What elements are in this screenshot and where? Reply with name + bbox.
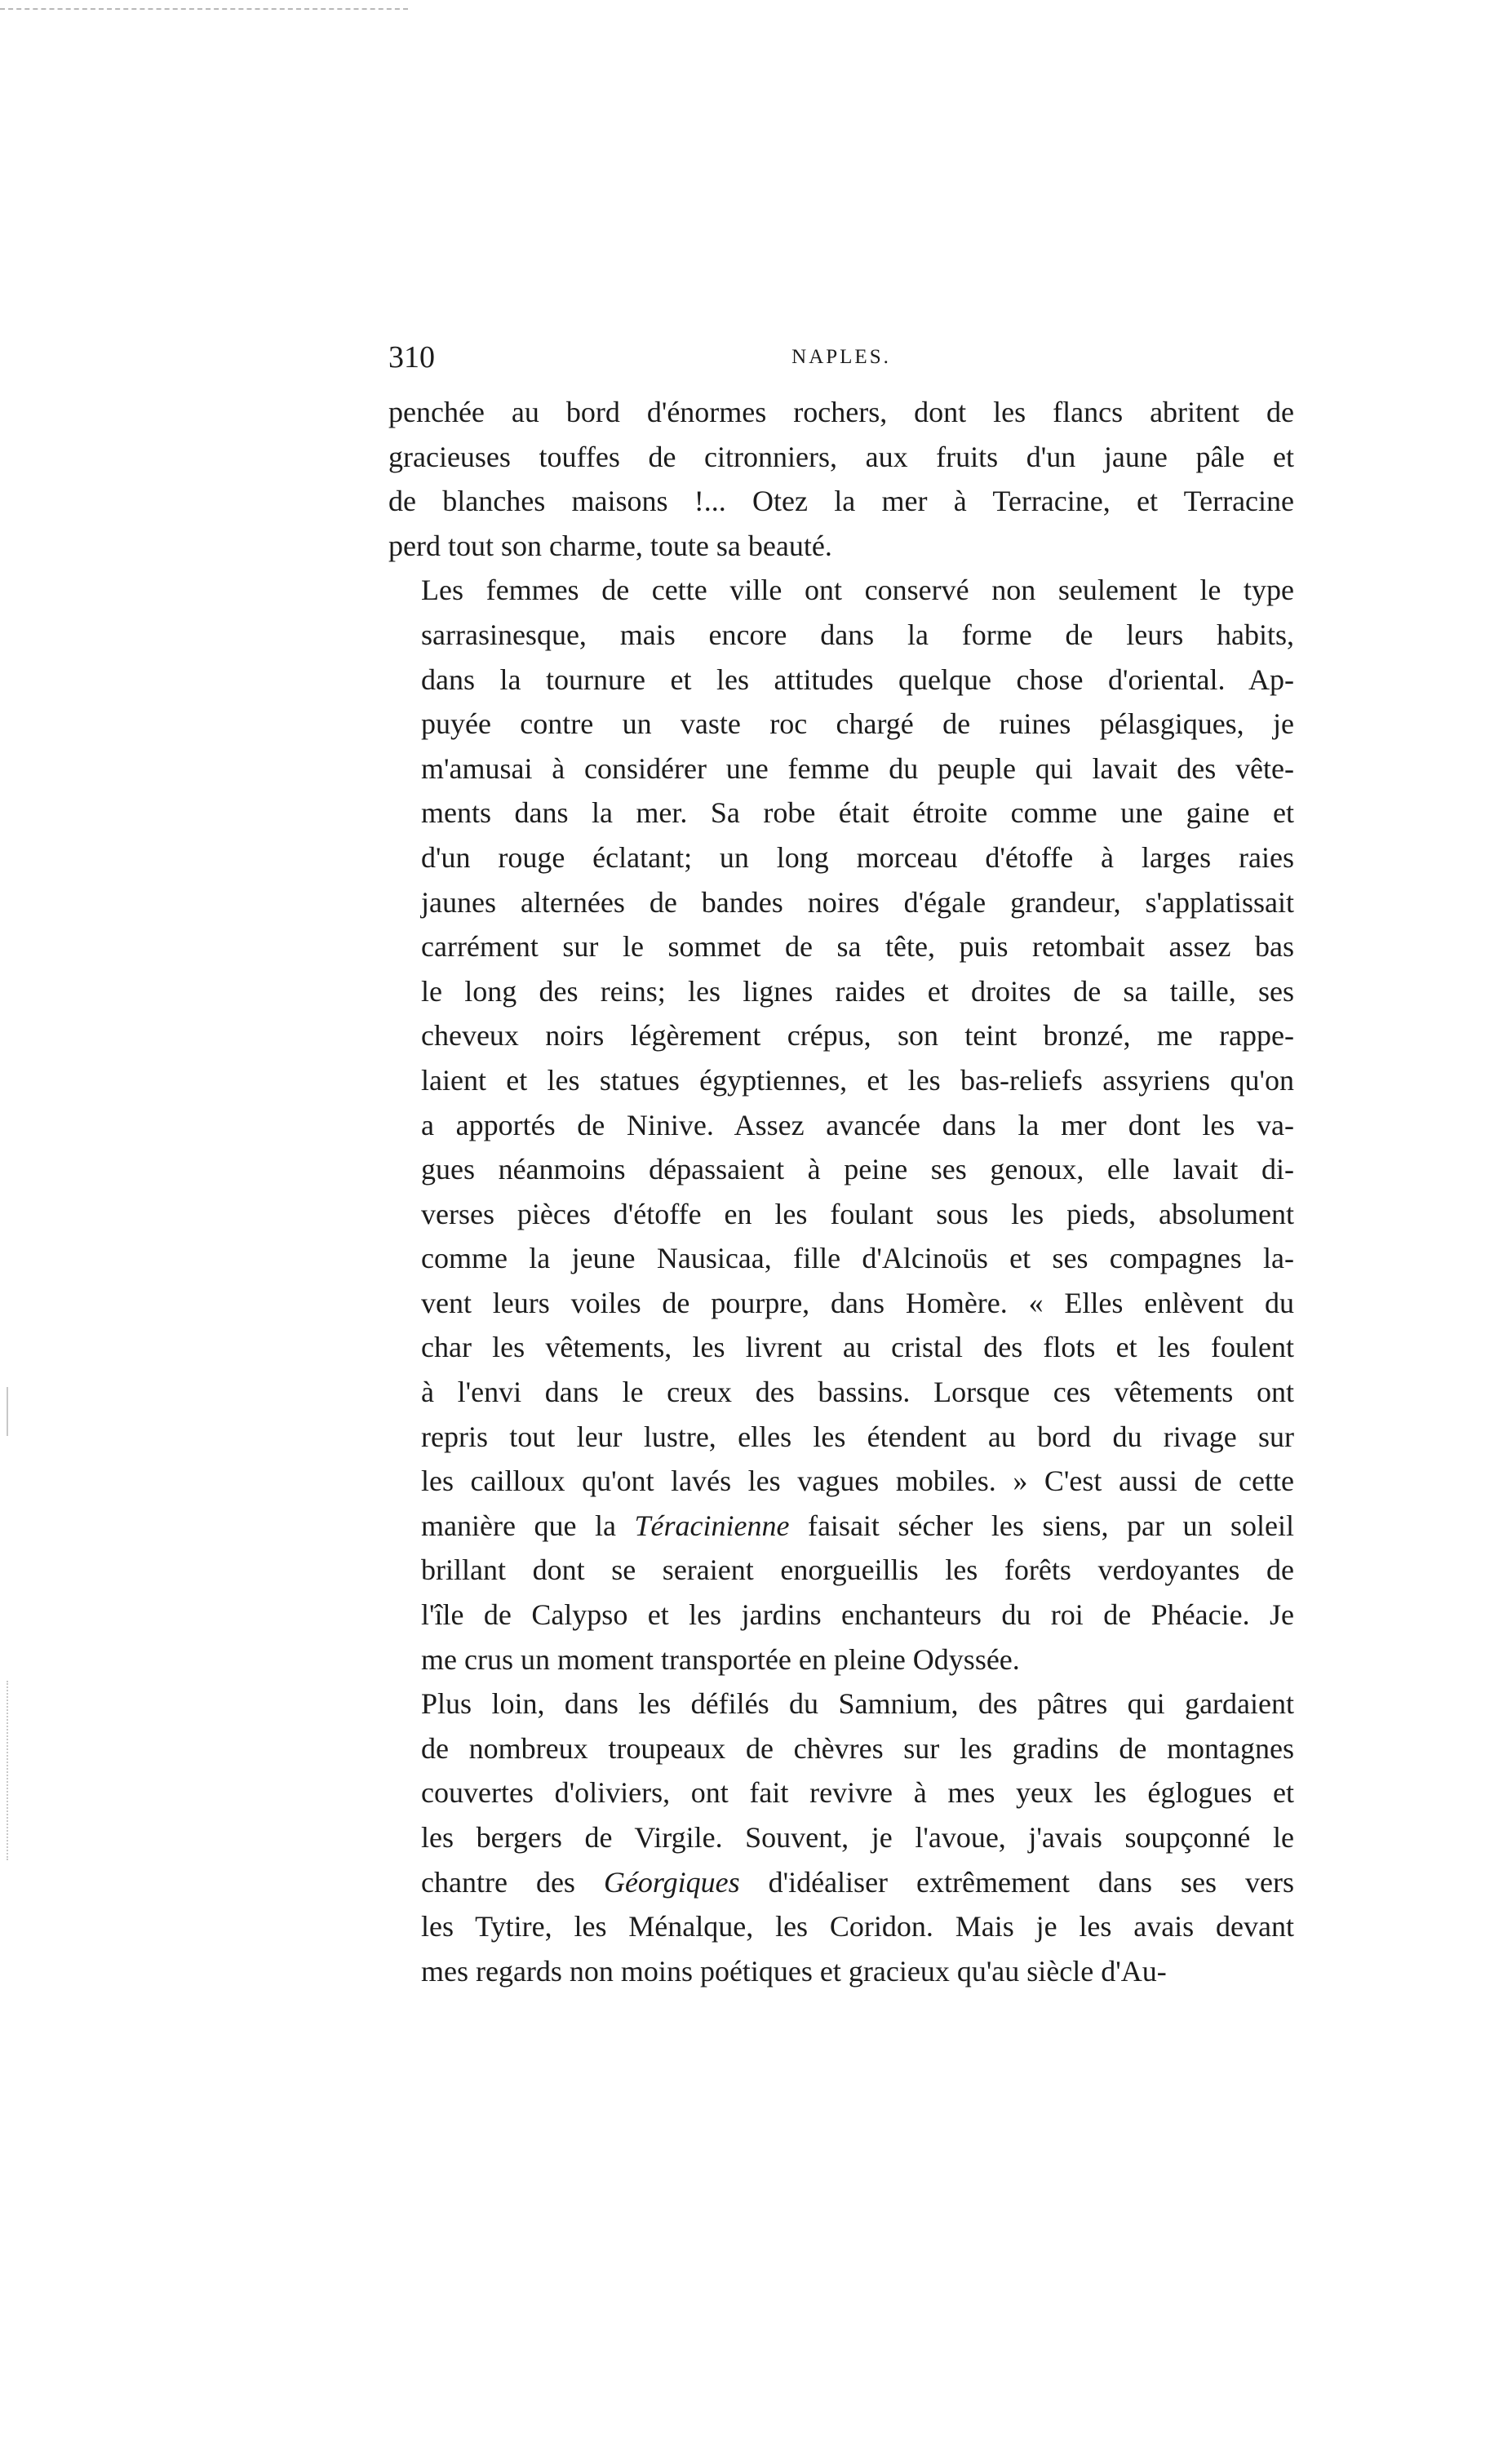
- text-line: l'île de Calypso et les jardins enchanteurs du roi de Phéacie. Je: [421, 1598, 1294, 1632]
- text-line: de nombreux troupeaux de chèvres sur les gradins de montagnes: [421, 1731, 1294, 1765]
- paragraph: [388, 390, 1294, 568]
- text-line: chantre des Géorgiques d'idéaliser extrêmement dans ses vers: [421, 1865, 1294, 1899]
- paragraph: [388, 568, 1294, 1682]
- text-line: couvertes d'oliviers, ont fait revivre à mes yeux les églogues et: [421, 1776, 1294, 1810]
- text-line: brillant dont se seraient enorgueillis les forêts verdoyantes de: [421, 1553, 1294, 1587]
- text-line: carrément sur le sommet de sa tête, puis retombait assez bas: [421, 930, 1294, 964]
- text-line: me crus un moment transportée en pleine Odyssée.: [421, 1642, 1020, 1676]
- running-head: [388, 333, 1294, 382]
- text-line: les cailloux qu'ont lavés les vagues mobiles. » C'est aussi de cette: [421, 1465, 1294, 1498]
- text-line: a apportés de Ninive. Assez avancée dans la mer dont les va-: [421, 1108, 1294, 1141]
- text-line: à l'envi dans le creux des bassins. Lorsque ces vêtements ont: [421, 1376, 1294, 1409]
- text-line: char les vêtements, les livrent au cristal des flots et les foulent: [421, 1331, 1294, 1364]
- page-number: 310: [388, 340, 435, 374]
- scan-margin-mark: [7, 1681, 8, 1860]
- text-line: sarrasinesque, mais encore dans la forme de leurs habits,: [421, 618, 1294, 651]
- text-line: d'un rouge éclatant; un long morceau d'étoffe à larges raies: [421, 840, 1294, 874]
- text-line: vent leurs voiles de pourpre, dans Homère. « Elles enlèvent du: [421, 1286, 1294, 1319]
- italic-title: Téracinienne: [634, 1509, 790, 1542]
- text-line: jaunes alternées de bandes noires d'égale grandeur, s'applatissait: [421, 885, 1294, 919]
- text-line: cheveux noirs légèrement crépus, son teint bronzé, me rappe-: [421, 1019, 1294, 1053]
- text-line: de blanches maisons !... Otez la mer à Terracine, et Terracine: [388, 485, 1294, 518]
- italic-title: Géorgiques: [603, 1865, 740, 1899]
- text-line: le long des reins; les lignes raides et droites de sa taille, ses: [421, 974, 1294, 1008]
- text-line: comme la jeune Nausicaa, fille d'Alcinoüs et ses compagnes la-: [421, 1242, 1294, 1275]
- text-line: m'amusai à considérer une femme du peuple qui lavait des vête-: [421, 751, 1294, 785]
- text-line: gues néanmoins dépassaient à peine ses genoux, elle lavait di-: [421, 1153, 1294, 1186]
- text-line: Plus loin, dans les défilés du Samnium, des pâtres qui gardaient: [421, 1687, 1294, 1721]
- running-title: NAPLES.: [791, 346, 891, 368]
- text-line: gracieuses touffes de citronniers, aux fruits d'un jaune pâle et: [388, 440, 1294, 473]
- text-line: Les femmes de cette ville ont conservé non seulement le type: [421, 574, 1294, 607]
- text-line: repris tout leur lustre, elles les étendent au bord du rivage sur: [421, 1420, 1294, 1453]
- text-line: manière que la Téracinienne faisait sécher les siens, par un soleil: [421, 1509, 1294, 1542]
- text-line: verses pièces d'étoffe en les foulant sous les pieds, absolument: [421, 1197, 1294, 1230]
- text-line: perd tout son charme, toute sa beauté.: [388, 529, 832, 562]
- body-text: [388, 390, 1294, 1993]
- text-line: ments dans la mer. Sa robe était étroite comme une gaine et: [421, 796, 1294, 830]
- scan-margin-mark: [7, 1387, 8, 1436]
- text-line: laient et les statues égyptiennes, et les bas-reliefs assyriens qu'on: [421, 1063, 1294, 1097]
- scan-edge-rule: [0, 8, 408, 10]
- text-line: penchée au bord d'énormes rochers, dont les flancs abritent de: [388, 396, 1294, 428]
- text-line: mes regards non moins poétiques et gracieux qu'au siècle d'Au-: [421, 1954, 1167, 1988]
- text-line: les Tytire, les Ménalque, les Coridon. Mais je les avais devant: [421, 1910, 1294, 1943]
- text-line: dans la tournure et les attitudes quelque chose d'oriental. Ap-: [421, 663, 1294, 696]
- text-line: puyée contre un vaste roc chargé de ruines pélasgiques, je: [421, 707, 1294, 741]
- text-line: les bergers de Virgile. Souvent, je l'avoue, j'avais soupçonné le: [421, 1821, 1294, 1854]
- paragraph: [388, 1682, 1294, 1993]
